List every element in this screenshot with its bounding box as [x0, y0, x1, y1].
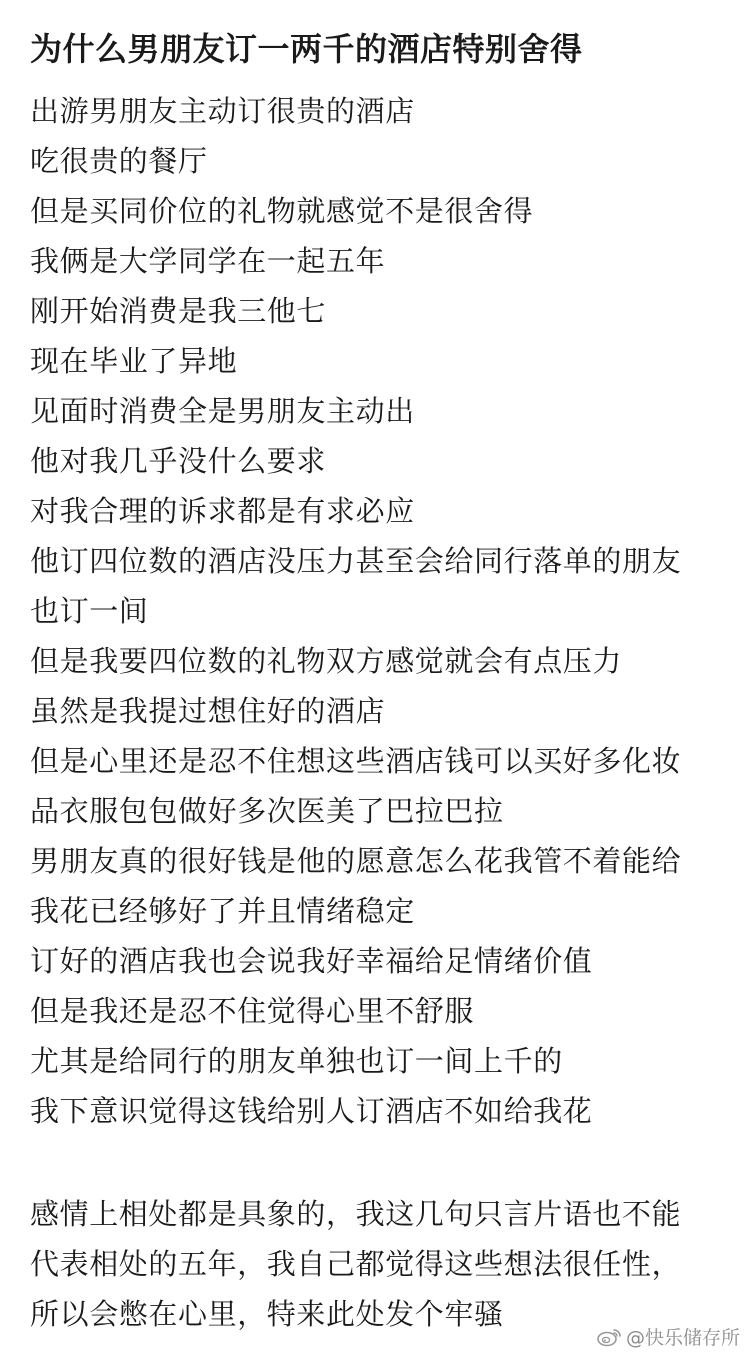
- post-title: 为什么男朋友订一两千的酒店特别舍得: [30, 30, 583, 68]
- closing-line: 代表相处的五年，我自己都觉得这些想法很任性，: [30, 1247, 682, 1281]
- watermark-text: @快乐储存所: [625, 1327, 740, 1349]
- body-line: 吃很贵的餐厅: [30, 144, 208, 178]
- body-line: 订好的酒店我也会说我好幸福给足情绪价值: [30, 944, 593, 978]
- body-line: 刚开始消费是我三他七: [30, 294, 327, 328]
- watermark: [596, 1323, 740, 1350]
- body-line: 我花已经够好了并且情绪稳定: [30, 894, 415, 928]
- body-line: 男朋友真的很好钱是他的愿意怎么花我管不着能给: [30, 844, 682, 878]
- body-line: 对我合理的诉求都是有求必应: [30, 494, 415, 528]
- body-line: 现在毕业了异地: [30, 344, 238, 378]
- body-line: 但是心里还是忍不住想这些酒店钱可以买好多化妆: [30, 744, 682, 778]
- body-line: 见面时消费全是男朋友主动出: [30, 394, 415, 428]
- closing-line: 所以会憋在心里，特来此处发个牢骚: [30, 1297, 504, 1331]
- body-line: 但是我还是忍不住觉得心里不舒服: [30, 994, 475, 1028]
- body-line: 我下意识觉得这钱给别人订酒店不如给我花: [30, 1094, 593, 1128]
- body-line: 我俩是大学同学在一起五年: [30, 244, 386, 278]
- body-line: 虽然是我提过想住好的酒店: [30, 694, 386, 728]
- body-line: 但是我要四位数的礼物双方感觉就会有点压力: [30, 644, 623, 678]
- body-line: 也订一间: [30, 594, 149, 628]
- body-line: 尤其是给同行的朋友单独也订一间上千的: [30, 1044, 563, 1078]
- body-line: 他对我几乎没什么要求: [30, 444, 327, 478]
- weibo-logo-icon: [596, 1327, 622, 1347]
- closing-line: 感情上相处都是具象的，我这几句只言片语也不能: [30, 1197, 682, 1231]
- body-line: 但是买同价位的礼物就感觉不是很舍得: [30, 194, 534, 228]
- body-line: 品衣服包包做好多次医美了巴拉巴拉: [30, 794, 504, 828]
- body-line: 他订四位数的酒店没压力甚至会给同行落单的朋友: [30, 544, 682, 578]
- body-line: 出游男朋友主动订很贵的酒店: [30, 94, 415, 128]
